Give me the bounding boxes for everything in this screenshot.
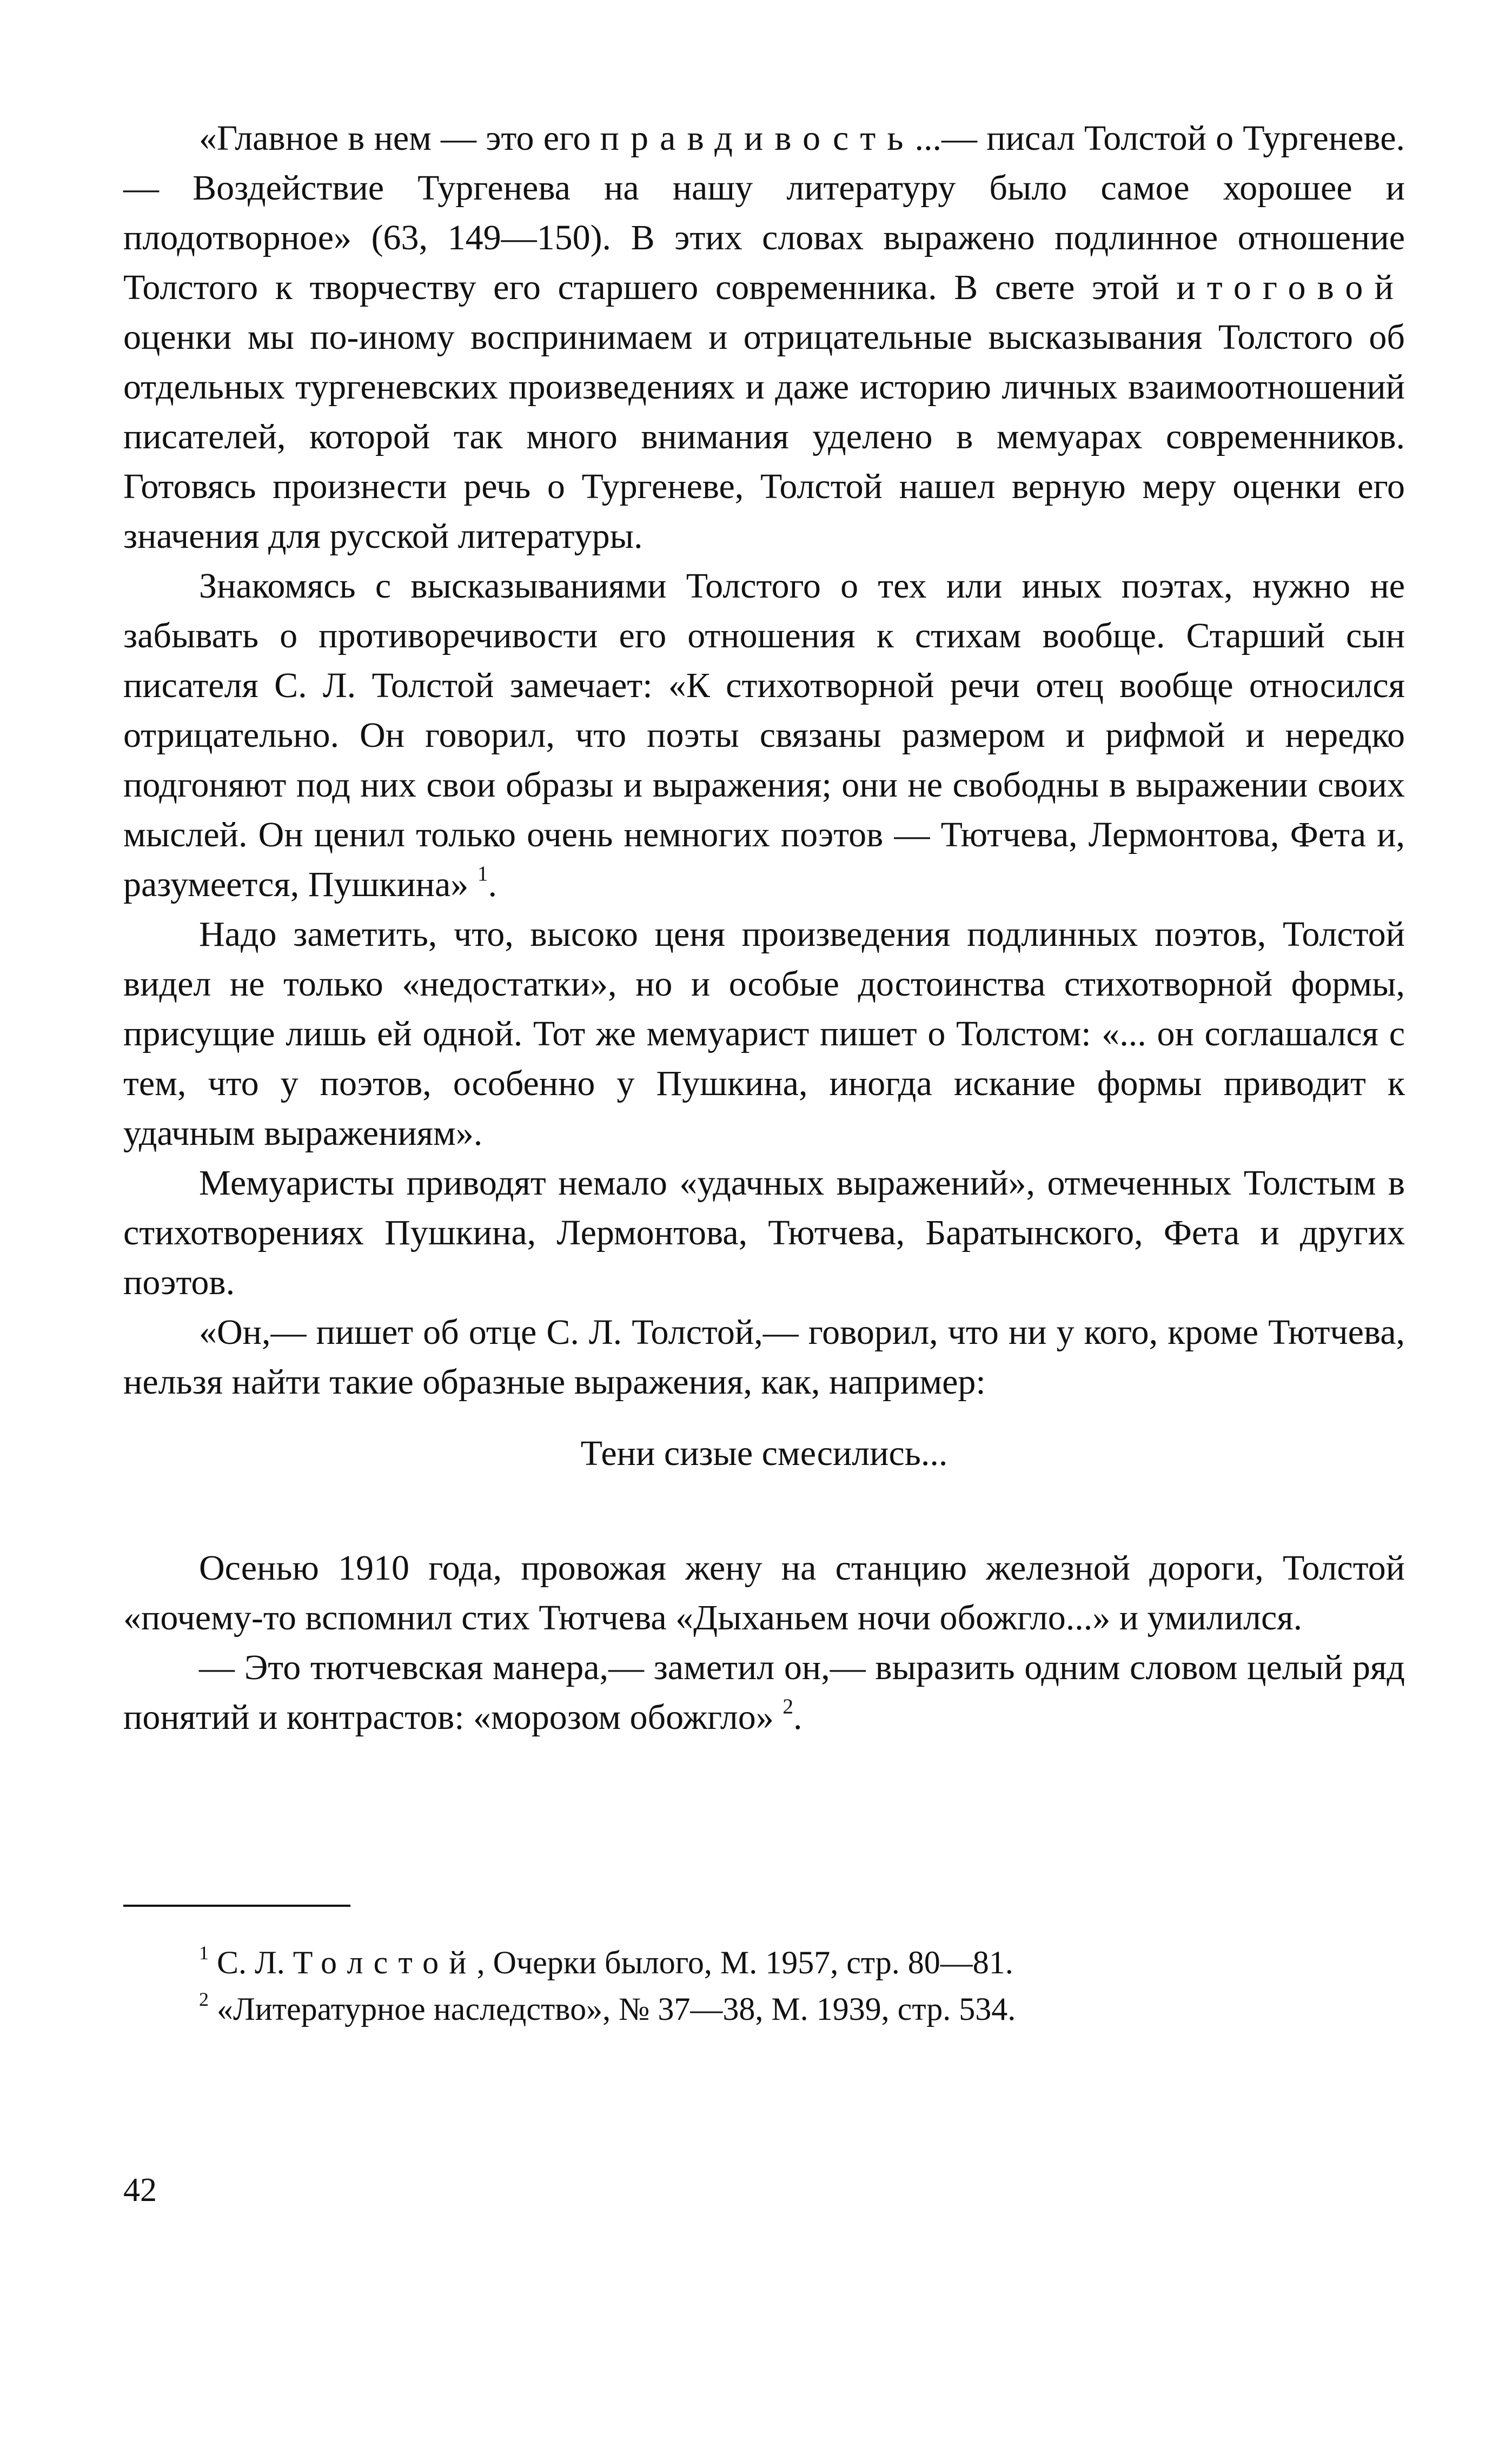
footnote-marker: 1 <box>477 861 488 886</box>
paragraph <box>123 1543 1405 1643</box>
paragraph <box>123 1643 1405 1742</box>
text-run: Осенью 1910 года, провожая жену на станцию железной дороги, Толстой «почему-то вспомнил стих Тютчева «Дыханьем ночи обожгло...» и умилился. <box>123 1548 1405 1637</box>
footnote-marker: 2 <box>199 1988 209 2010</box>
text-run: Надо заметить, что, высоко ценя произведения подлинных поэтов, Толстой видел не только «недостатки», но и особые достоинства стихотворной формы, присущие лишь ей одной. Тот же мемуарист пишет о Толстом: «... он соглашался с тем, что у поэтов, особенно у Пушкина, иногда искание формы приводит к удачным выражениям». <box>123 914 1405 1153</box>
emphasized-text: Толстой <box>293 1945 477 1980</box>
paragraph <box>123 1308 1405 1407</box>
book-page <box>123 114 1405 2032</box>
page-number: 42 <box>123 2172 157 2209</box>
text-run: «Литературное наследство», № 37—38, М. 1939, стр. 534. <box>209 1991 1016 2027</box>
text-run: оценки мы по-иному воспринимаем и отрицательные высказывания Толстого об отдельных тургеневских произведениях и даже историю личных взаимоотношений писателей, которой так много внимания уделено в мемуарах современников. Готовясь произнести речь о Тургеневе, Толстой нашел верную меру оценки его значения для русской литературы. <box>123 317 1405 556</box>
text-run: ...— писал Толстой о Тургеневе.— Воздействие Тургенева на нашу литературу было самое хорошее и плодотворное» (63, 149—150). В этих словах выражено подлинное отношение Толстого к творчеству его старшего современника. В свете этой <box>123 118 1405 307</box>
footnotes <box>123 1939 1405 2032</box>
text-run: «Главное в нем — это его <box>199 118 600 158</box>
text-run: Знакомясь с высказываниями Толстого о тех или иных поэтах, нужно не забывать о противоречивости его отношения к стихам вообще. Старший сын писателя С. Л. Толстой замечает: «К стихотворной речи отец вообще относился отрицательно. Он говорил, что поэты связаны размером и рифмой и нередко подгоняют под них свои образы и выражения; они не свободны в выражении своих мыслей. Он ценил только очень немногих поэтов — Тютчева, Лермонтова, Фета и, разумеется, Пушкина» <box>123 566 1405 904</box>
paragraphs-after-verse <box>123 1543 1405 1742</box>
paragraph <box>123 910 1405 1158</box>
emphasized-text: итоговой <box>1176 268 1405 307</box>
paragraph <box>123 561 1405 910</box>
text-run: , Очерки былого, М. 1957, стр. 80—81. <box>476 1945 1013 1980</box>
text-run: . <box>793 1698 803 1737</box>
emphasized-text: правдивость <box>600 118 915 158</box>
text-run: Мемуаристы приводят немало «удачных выражений», отмеченных Толстым в стихотворениях Пушкина, Лермонтова, Тютчева, Баратынского, Фета и других поэтов. <box>123 1163 1405 1302</box>
verse-quote: Тени сизые смесились... <box>580 1434 948 1473</box>
footnote-marker: 2 <box>782 1694 793 1719</box>
paragraphs-before-verse <box>123 114 1405 1407</box>
text-run: . <box>488 865 498 904</box>
footnote-item <box>199 1939 1405 1986</box>
text-run: «Он,— пишет об отце С. Л. Толстой,— говорил, что ни у кого, кроме Тютчева, нельзя найти такие образные выражения, как, например: <box>123 1312 1405 1402</box>
paragraph <box>123 114 1405 561</box>
footnote-divider <box>123 1905 350 1907</box>
main-text <box>123 114 1405 1742</box>
text-run: — Это тютчевская манера,— заметил он,— выразить одним словом целый ряд понятий и контрастов: «морозом обожгло» <box>123 1648 1405 1737</box>
footnote-item <box>199 1986 1405 2032</box>
footnote-marker: 1 <box>199 1941 209 1964</box>
text-run: С. Л. <box>209 1945 293 1980</box>
paragraph <box>123 1158 1405 1308</box>
